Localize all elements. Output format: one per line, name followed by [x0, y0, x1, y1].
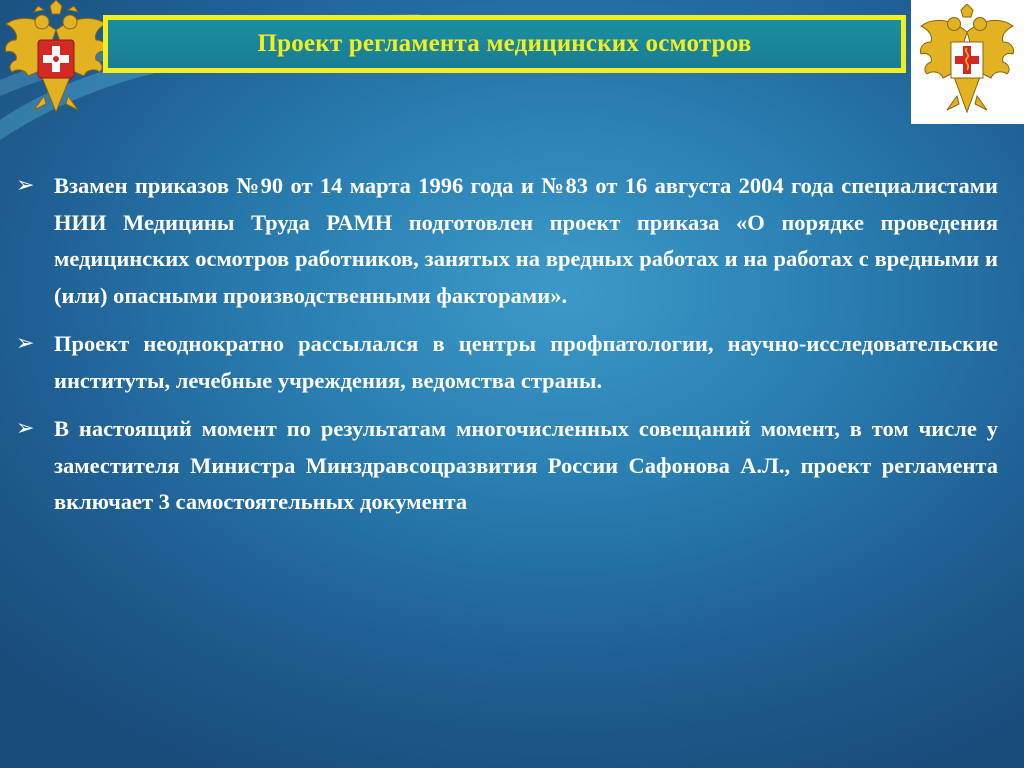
bullet-text: Проект неоднократно рассылался в центры профпатологии, научно-исследовательские институты, лечебные учреждения, ведомства страны.	[54, 331, 998, 393]
bullet-list	[14, 168, 998, 533]
title-frame	[103, 15, 906, 73]
arrow-bullet-icon: ➢	[16, 173, 35, 198]
bullet-text: Взамен приказов №90 от 14 марта 1996 года и №83 от 16 августа 2004 года специалистами НИИ Медицины Труда РАМН подготовлен проект приказа «О порядке проведения медицинских осмотров работников, занятых на вредных работах и на работах с вредными и (или) опасными производственными факторами».	[54, 173, 998, 308]
bullet-item	[14, 411, 998, 521]
bullet-item	[14, 326, 998, 399]
right-emblem-panel	[911, 0, 1024, 124]
bullet-text: В настоящий момент по результатам многочисленных совещаний момент, в том числе у заместителя Министра Минздравсоцразвития России Сафонова А.Л., проект регламента включает 3 самостоятельных документа	[54, 416, 998, 514]
bullet-item	[14, 168, 998, 314]
double-headed-eagle-medical-cross-emblem-icon	[917, 4, 1017, 120]
double-headed-eagle-emblem-icon	[0, 0, 112, 120]
slide-title: Проект регламента медицинских осмотров	[257, 30, 752, 57]
arrow-bullet-icon: ➢	[16, 416, 35, 441]
arrow-bullet-icon: ➢	[16, 331, 35, 356]
